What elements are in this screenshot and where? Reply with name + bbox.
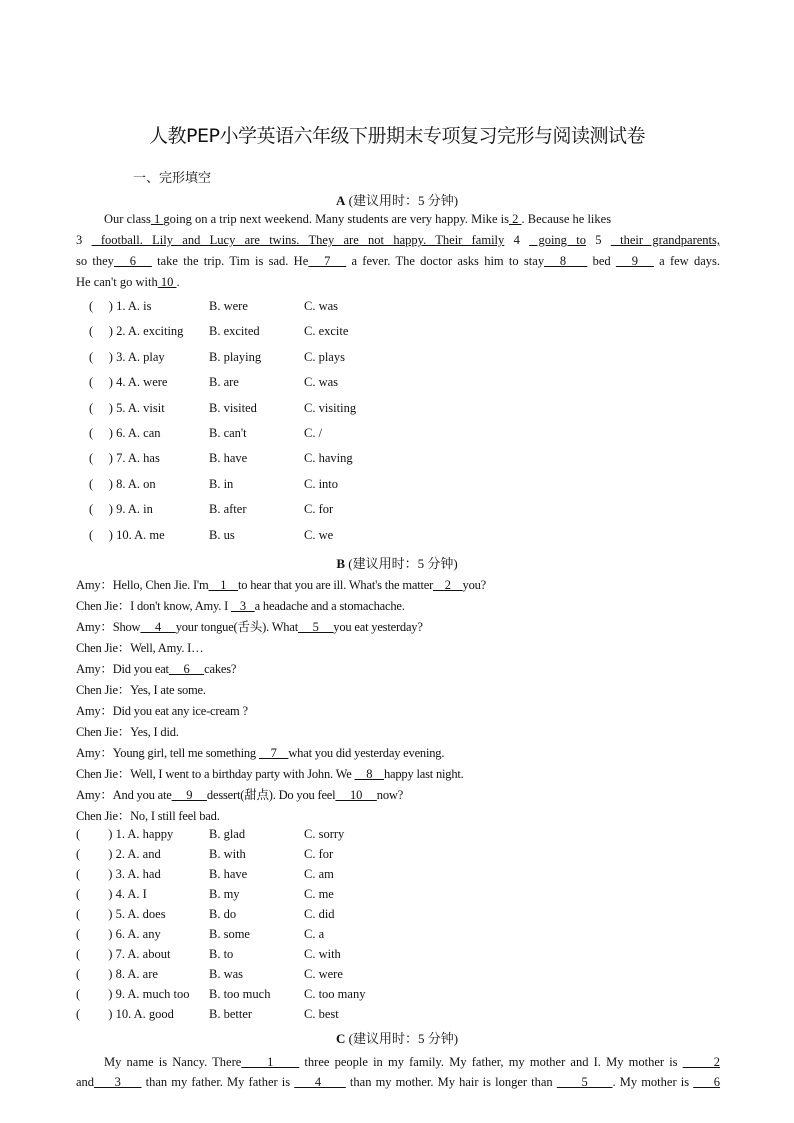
passage-line <box>76 1052 720 1072</box>
question-row <box>0 827 794 845</box>
question-option-b: B. in <box>209 476 234 491</box>
part-a-time: (建议用时：5 分钟) <box>345 193 459 208</box>
question-option-b: B. us <box>209 527 235 542</box>
question-row <box>0 401 794 419</box>
dialog-text: to hear that you are ill. What's the matter <box>237 578 434 592</box>
dialog-text: now? <box>376 788 404 802</box>
part-c-time: (建议用时：5 分钟) <box>345 1031 459 1046</box>
question-option-c: C. / <box>304 426 323 440</box>
question-option-c: C. was <box>304 299 339 313</box>
question-option-b: B. to <box>209 947 234 961</box>
question-option-b: B. was <box>209 967 244 981</box>
answer-blank: 2 <box>433 578 463 592</box>
question-option-b: B. some <box>209 927 250 941</box>
question-option-a: ( ) 3. A. play <box>89 349 165 364</box>
answer-blank: 10 <box>157 275 177 289</box>
question-row <box>0 867 794 885</box>
answer-blank: 4 <box>294 1075 346 1089</box>
dialog-text: you eat yesterday? <box>333 620 423 634</box>
question-row <box>0 324 794 342</box>
answer-blank: 5 <box>556 1075 613 1089</box>
question-option-b: B. with <box>209 847 246 861</box>
dialog-text: Chen Jie：I don't know, Amy. I <box>76 599 232 613</box>
question-row <box>0 477 794 495</box>
answer-blank: 4 <box>140 620 176 634</box>
dialog-line <box>76 764 464 782</box>
question-option-a: ( ) 9. A. in <box>89 502 153 517</box>
dialog-text: a headache and a stomachache. <box>254 599 405 613</box>
answer-blank: 9 <box>171 788 207 802</box>
question-option-a: ( ) 4. A. I <box>76 887 147 901</box>
question-option-a: ( ) 10. A. me <box>89 527 165 542</box>
passage-text: Our class <box>104 212 151 226</box>
question-row <box>0 967 794 985</box>
question-option-c: C. a <box>304 927 325 941</box>
part-b-time: (建议用时：5 分钟) <box>345 556 458 571</box>
part-a-passage <box>76 209 720 293</box>
question-option-a: ( ) 8. A. on <box>89 476 156 491</box>
question-option-c: C. into <box>304 476 339 491</box>
question-option-b: B. excited <box>209 324 260 339</box>
question-row <box>0 502 794 520</box>
passage-text: a fever. The doctor asks him to stay <box>346 254 545 268</box>
question-option-c: C. best <box>304 1007 339 1021</box>
part-b-heading <box>0 553 794 572</box>
question-row <box>0 375 794 393</box>
question-row <box>0 1007 794 1025</box>
dialog-text: Chen Jie：Yes, I ate some. <box>76 683 206 697</box>
dialog-line <box>76 596 405 614</box>
question-option-c: C. having <box>304 451 353 466</box>
answer-blank: 6 <box>168 662 205 676</box>
part-a-heading <box>0 190 794 209</box>
question-option-b: B. have <box>209 451 248 466</box>
question-row <box>0 987 794 1005</box>
question-option-a: ( ) 10. A. good <box>76 1007 174 1021</box>
question-row <box>0 907 794 925</box>
dialog-line <box>76 743 444 761</box>
answer-blank: 9 <box>615 254 654 268</box>
question-option-b: B. too much <box>209 987 271 1001</box>
passage-text: My name is Nancy. There <box>104 1055 242 1069</box>
question-option-b: B. visited <box>209 400 257 415</box>
question-option-c: C. me <box>304 887 334 901</box>
question-option-c: C. for <box>304 847 334 861</box>
passage-text: so they <box>76 254 114 268</box>
passage-text: a few days. <box>653 254 721 268</box>
question-option-c: C. we <box>304 527 334 542</box>
dialog-text: Chen Jie：Well, I went to a birthday party with John. We <box>76 767 355 781</box>
dialog-text: cakes? <box>204 662 237 676</box>
answer-blank: 7 <box>258 746 289 760</box>
question-option-c: C. was <box>304 375 339 390</box>
part-b-letter: B <box>336 556 345 571</box>
passage-text: take the trip. Tim is sad. He <box>151 254 309 268</box>
answer-blank: 6 <box>113 254 152 268</box>
dialog-text: you? <box>462 578 487 592</box>
dialog-text: Amy：Show <box>76 620 141 634</box>
passage-line <box>76 272 720 293</box>
question-row <box>0 299 794 317</box>
question-option-b: B. are <box>209 375 239 390</box>
dialog-line <box>76 638 203 656</box>
question-option-c: C. did <box>304 907 335 921</box>
dialog-text: your tongue(舌头). What <box>175 620 298 634</box>
question-option-b: B. better <box>209 1007 253 1021</box>
question-row <box>0 887 794 905</box>
question-option-a: ( ) 2. A. exciting <box>89 324 184 339</box>
passage-text: than my father. My father is <box>141 1075 295 1089</box>
dialog-line <box>76 659 236 677</box>
question-option-c: C. too many <box>304 987 366 1001</box>
answer-blank: football. Lily and Lucy are twins. They are not happy. Their family <box>91 233 505 247</box>
dialog-text: Amy：Did you eat any ice-cream ? <box>76 704 248 718</box>
question-option-b: B. do <box>209 907 237 921</box>
dialog-text: happy last night. <box>383 767 464 781</box>
part-c-letter: C <box>335 1031 346 1046</box>
dialog-text: Chen Jie：No, I still feel bad. <box>76 809 220 823</box>
question-option-a: ( ) 6. A. any <box>76 927 161 941</box>
question-option-a: ( ) 7. A. has <box>89 451 160 466</box>
question-option-c: C. visiting <box>304 400 357 415</box>
answer-blank: going to <box>529 233 586 247</box>
question-option-a: ( ) 8. A. are <box>76 967 158 981</box>
passage-line <box>76 1072 720 1092</box>
question-row <box>0 451 794 469</box>
question-option-a: ( ) 5. A. does <box>76 907 166 921</box>
passage-text: . Because he likes <box>521 212 612 226</box>
dialog-text: Chen Jie：Yes, I did. <box>76 725 179 739</box>
answer-blank: 8 <box>544 254 588 268</box>
passage-text: . <box>176 275 180 289</box>
dialog-text: Amy：Did you eat <box>76 662 169 676</box>
question-option-c: C. with <box>304 947 341 961</box>
question-option-a: ( ) 2. A. and <box>76 847 161 861</box>
question-option-c: C. am <box>304 867 334 881</box>
dialog-text: dessert(甜点). Do you feel <box>206 788 336 802</box>
answer-blank: 1 <box>241 1055 300 1069</box>
question-row <box>0 927 794 945</box>
question-option-a: ( ) 4. A. were <box>89 375 168 390</box>
dialog-text: Amy：Young girl, tell me something <box>76 746 259 760</box>
question-option-b: B. can't <box>209 426 247 440</box>
question-option-b: B. have <box>209 867 248 881</box>
question-option-a: ( ) 9. A. much too <box>76 987 190 1001</box>
passage-text: 5 <box>585 233 611 247</box>
passage-text: He can't go with <box>76 275 158 289</box>
question-row <box>0 847 794 865</box>
dialog-line <box>76 701 248 719</box>
dialog-line <box>76 785 403 803</box>
question-option-b: B. after <box>209 502 247 517</box>
answer-blank: 8 <box>354 767 384 781</box>
dialog-line <box>76 680 206 698</box>
part-c-heading <box>0 1028 794 1047</box>
dialog-text: Amy：And you ate <box>76 788 172 802</box>
dialog-text: Amy：Hello, Chen Jie. I'm <box>76 578 209 592</box>
passage-line <box>76 251 720 272</box>
answer-blank: 2 <box>682 1055 720 1069</box>
answer-blank: 5 <box>297 620 334 634</box>
answer-blank: 10 <box>335 788 377 802</box>
question-option-b: B. were <box>209 299 248 313</box>
part-a-letter: A <box>335 193 346 208</box>
question-row <box>0 426 794 444</box>
question-option-a: ( ) 3. A. had <box>76 867 161 881</box>
answer-blank: 2 <box>509 212 522 226</box>
question-option-c: C. were <box>304 967 343 981</box>
part-c-passage <box>76 1052 720 1092</box>
passage-text: three people in my family. My father, my mother and I. My mother is <box>299 1055 683 1069</box>
answer-blank: 7 <box>308 254 347 268</box>
question-option-a: ( ) 5. A. visit <box>89 400 165 415</box>
page-title: 人教PEP小学英语六年级下册期末专项复习完形与阅读测试卷 <box>149 125 645 147</box>
dialog-line <box>76 722 179 740</box>
passage-text: bed <box>587 254 616 268</box>
dialog-text: what you did yesterday evening. <box>288 746 445 760</box>
passage-text: . My mother is <box>612 1075 694 1089</box>
question-row <box>0 350 794 368</box>
passage-text: than my mother. My hair is longer than <box>345 1075 557 1089</box>
question-row <box>0 947 794 965</box>
answer-blank: 6 <box>693 1075 721 1089</box>
question-option-c: C. for <box>304 502 334 517</box>
passage-text: 4 <box>504 233 530 247</box>
answer-blank: 3 <box>231 599 255 613</box>
answer-blank: 1 <box>150 212 164 226</box>
question-option-b: B. playing <box>209 349 262 364</box>
question-option-b: B. my <box>209 887 240 901</box>
passage-line <box>76 209 720 230</box>
dialog-line <box>76 806 220 824</box>
question-option-a: ( ) 6. A. can <box>89 426 161 440</box>
answer-blank: 1 <box>208 578 238 592</box>
passage-text: 3 <box>76 233 92 247</box>
question-option-a: ( ) 1. A. happy <box>76 827 174 841</box>
question-option-a: ( ) 1. A. is <box>89 299 152 313</box>
answer-blank: their grandparents, <box>610 233 721 247</box>
question-option-c: C. plays <box>304 349 345 364</box>
passage-line <box>76 230 720 251</box>
passage-text: going on a trip next weekend. Many students are very happy. Mike is <box>163 212 510 226</box>
dialog-text: Chen Jie：Well, Amy. I… <box>76 641 204 655</box>
question-option-b: B. glad <box>209 827 246 841</box>
passage-text: and <box>76 1075 95 1089</box>
question-option-c: C. sorry <box>304 827 345 841</box>
section-heading-cloze: 一、完形填空 <box>133 171 212 186</box>
answer-blank: 3 <box>94 1075 142 1089</box>
question-option-a: ( ) 7. A. about <box>76 947 171 961</box>
question-option-c: C. excite <box>304 324 349 339</box>
dialog-line <box>76 617 423 635</box>
dialog-line <box>76 575 486 593</box>
question-row <box>0 528 794 546</box>
